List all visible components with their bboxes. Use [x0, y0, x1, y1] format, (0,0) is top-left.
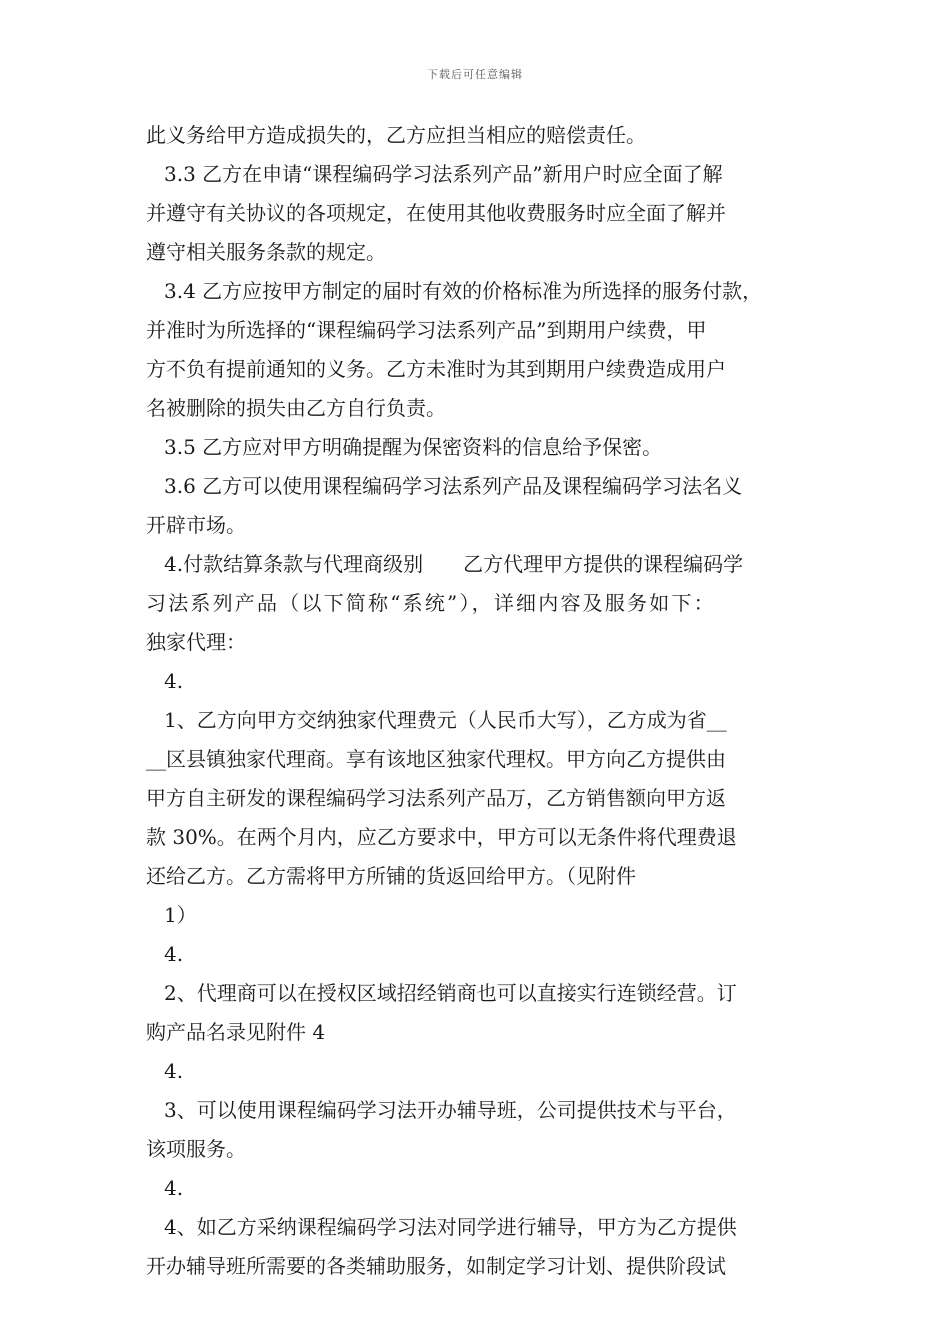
- text-line: 名被删除的损失由乙方自行负责。: [146, 396, 446, 420]
- text-line: 4.付款结算条款与代理商级别 乙方代理甲方提供的课程编码学: [164, 552, 744, 576]
- text-line: 1、乙方向甲方交纳独家代理费元（人民币大写），乙方成为省__: [164, 708, 727, 732]
- document-body: [146, 116, 826, 1286]
- text-line: 开辟市场。: [146, 513, 246, 537]
- text-line: 购产品名录见附件 4: [146, 1020, 326, 1044]
- text-line: 习法系列产品（以下简称“系统”），详细内容及服务如下：: [146, 591, 716, 615]
- text-line: 4.: [164, 669, 184, 693]
- text-line: __区县镇独家代理商。享有该地区独家代理权。甲方向乙方提供由: [146, 747, 726, 771]
- text-line: 甲方自主研发的课程编码学习法系列产品万，乙方销售额向甲方返: [146, 786, 726, 810]
- text-line: 3.5 乙方应对甲方明确提醒为保密资料的信息给予保密。: [164, 435, 663, 459]
- text-line: 还给乙方。乙方需将甲方所铺的货返回给甲方。（见附件: [146, 864, 636, 888]
- text-line: 独家代理：: [146, 630, 246, 654]
- text-line: 3、可以使用课程编码学习法开办辅导班，公司提供技术与平台，: [164, 1098, 737, 1122]
- text-line: 2、代理商可以在授权区域招经销商也可以直接实行连锁经营。订: [164, 981, 737, 1005]
- text-line: 4.: [164, 942, 184, 966]
- text-line: 遵守相关服务条款的规定。: [146, 240, 386, 264]
- text-line: 并遵守有关协议的各项规定，在使用其他收费服务时应全面了解并: [146, 201, 726, 225]
- text-line: 1）: [164, 903, 197, 927]
- page-header: 下载后可任意编辑: [427, 68, 523, 81]
- text-line: 3.3 乙方在申请“课程编码学习法系列产品”新用户时应全面了解: [164, 162, 723, 186]
- text-line: 3.6 乙方可以使用课程编码学习法系列产品及课程编码学习法名义: [164, 474, 743, 498]
- text-line: 4.: [164, 1176, 184, 1200]
- text-line: 4、如乙方采纳课程编码学习法对同学进行辅导，甲方为乙方提供: [164, 1215, 737, 1239]
- text-line: 该项服务。: [146, 1137, 246, 1161]
- text-line: 4.: [164, 1059, 184, 1083]
- text-line: 3.4 乙方应按甲方制定的届时有效的价格标准为所选择的服务付款，: [164, 279, 763, 303]
- text-line: 方不负有提前通知的义务。乙方未准时为其到期用户续费造成用户: [146, 357, 726, 381]
- text-line: 开办辅导班所需要的各类辅助服务，如制定学习计划、提供阶段试: [146, 1254, 726, 1278]
- text-line: 款 30%。在两个月内，应乙方要求中，甲方可以无条件将代理费退: [146, 825, 737, 849]
- text-line: 此义务给甲方造成损失的，乙方应担当相应的赔偿责任。: [146, 123, 646, 147]
- text-line: 并准时为所选择的“课程编码学习法系列产品”到期用户续费，甲: [146, 318, 707, 342]
